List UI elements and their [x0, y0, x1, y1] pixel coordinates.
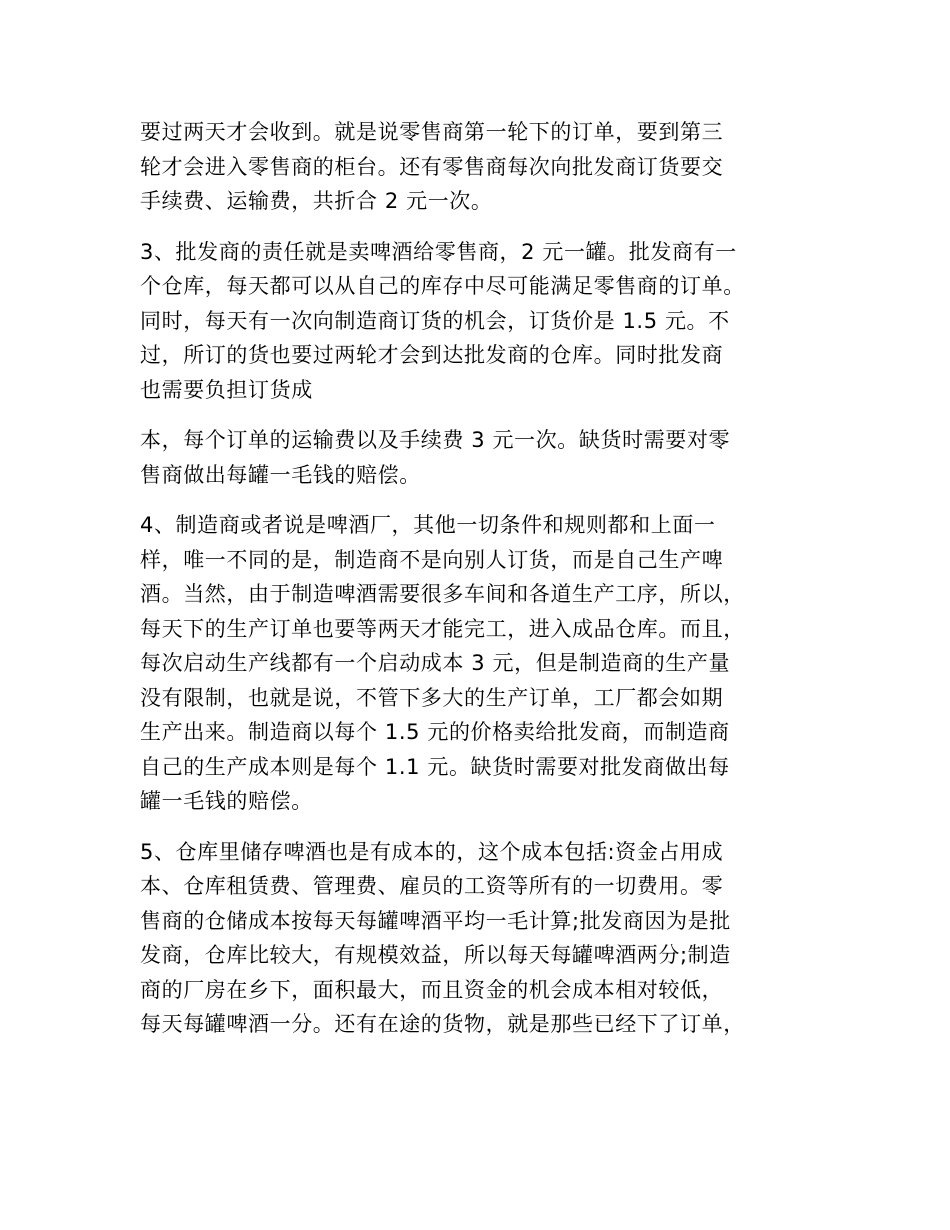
paragraph-4: [140, 508, 820, 819]
text-line: 轮才会进入零售商的柜台。还有零售商每次向批发商订货要交: [140, 154, 724, 179]
text-line: 也需要负担订货成: [140, 377, 313, 402]
text-line: 手续费、运输费，共折合 2 元一次。: [140, 189, 493, 213]
text-line: 发商，仓库比较大，有规模效益，所以每天每罐啤酒两分;制造: [140, 943, 731, 967]
text-line: 个仓库，每天都可以从自己的库存中尽可能满足零售商的订单。: [140, 274, 745, 298]
text-line: 售商做出每罐一毛钱的赔偿。: [140, 462, 421, 487]
text-line: 同时，每天有一次向制造商订货的机会，订货价是 1.5 元。不: [140, 308, 730, 333]
paragraph-5: [140, 835, 820, 1042]
text-line: 3、批发商的责任就是卖啤酒给零售商，2 元一罐。批发商有一: [140, 239, 737, 264]
text-line: 售商的仓储成本按每天每罐啤酒平均一毛计算;批发商因为是批: [140, 908, 731, 933]
paragraph-1: [140, 115, 820, 219]
text-line: 每天下的生产订单也要等两天才能完工，进入成品仓库。而且，: [140, 616, 745, 641]
text-line: 本、仓库租赁费、管理费、雇员的工资等所有的一切费用。零: [140, 874, 724, 898]
document-body: [140, 115, 820, 1058]
text-line: 每次启动生产线都有一个启动成本 3 元，但是制造商的生产量: [140, 651, 731, 675]
text-line: 样，唯一不同的是，制造商不是向别人订货，而是自己生产啤: [140, 547, 724, 572]
text-line: 要过两天才会收到。就是说零售商第一轮下的订单，要到第三: [140, 120, 724, 144]
paragraph-3: [140, 423, 820, 492]
text-line: 生产出来。制造商以每个 1.5 元的价格卖给批发商，而制造商: [140, 720, 730, 744]
text-line: 酒。当然，由于制造啤酒需要很多车间和各道生产工序，所以，: [140, 582, 745, 606]
text-line: 自己的生产成本则是每个 1.1 元。缺货时需要对批发商做出每: [140, 754, 730, 779]
text-line: 4、制造商或者说是啤酒厂，其他一切条件和规则都和上面一: [140, 513, 716, 537]
text-line: 商的厂房在乡下，面积最大，而且资金的机会成本相对较低，: [140, 977, 724, 1002]
text-line: 5、仓库里储存啤酒也是有成本的，这个成本包括:资金占用成: [140, 839, 724, 864]
text-line: 本，每个订单的运输费以及手续费 3 元一次。缺货时需要对零: [140, 428, 731, 452]
text-line: 过，所订的货也要过两轮才会到达批发商的仓库。同时批发商: [140, 343, 724, 367]
text-line: 每天每罐啤酒一分。还有在途的货物，就是那些已经下了订单，: [140, 1012, 745, 1036]
text-line: 罐一毛钱的赔偿。: [140, 789, 313, 813]
text-line: 没有限制，也就是说，不管下多大的生产订单，工厂都会如期: [140, 685, 724, 710]
paragraph-2: [140, 235, 820, 408]
